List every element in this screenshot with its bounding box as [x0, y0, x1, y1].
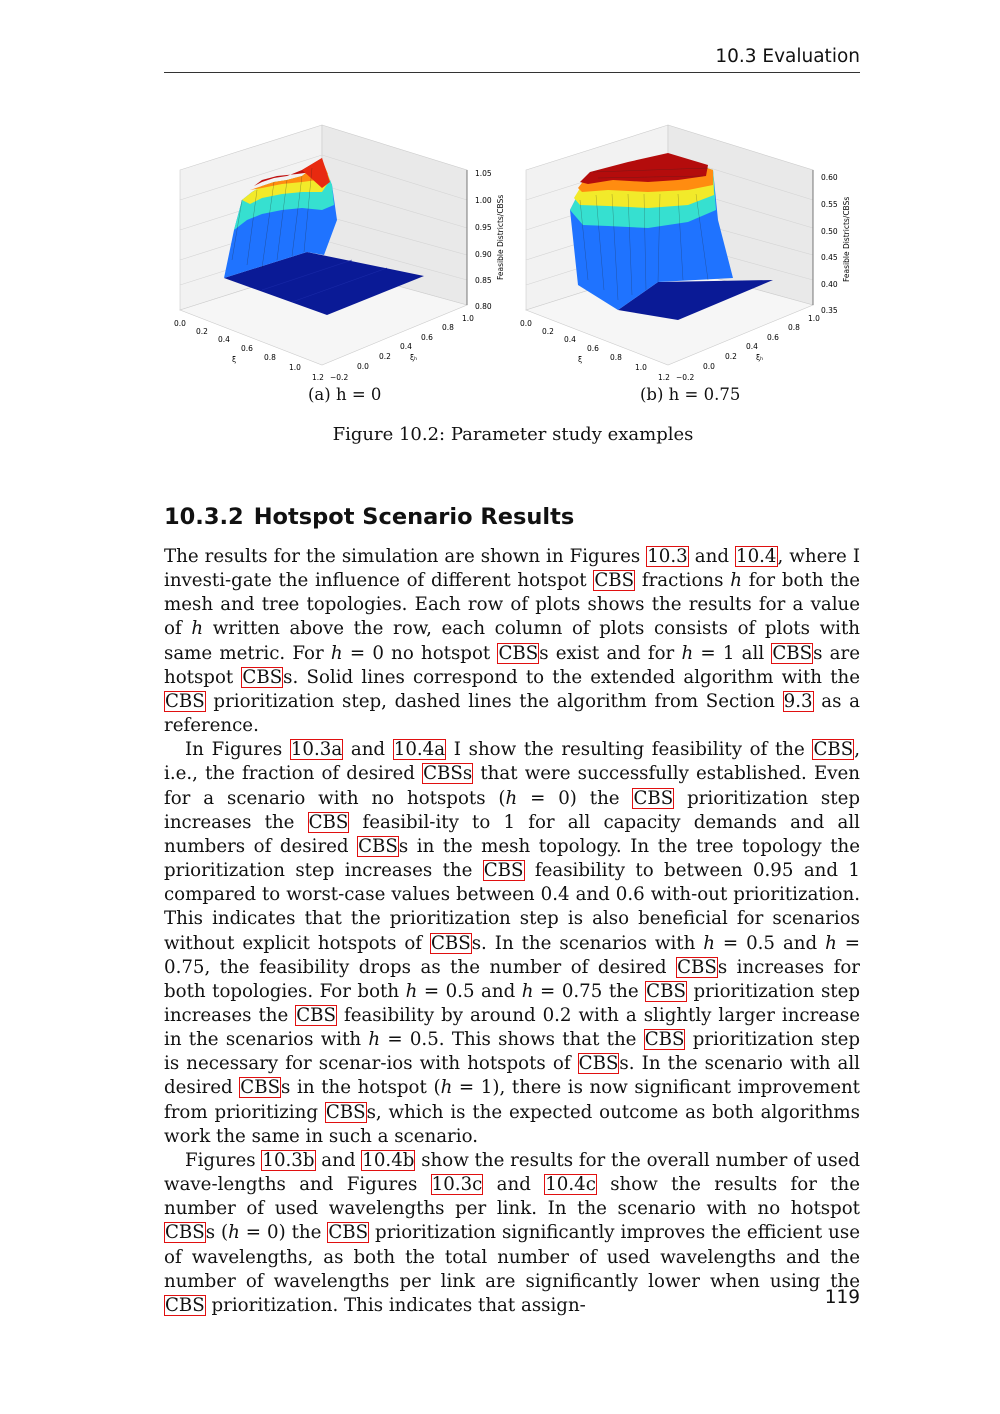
- page-number: 119: [824, 1287, 860, 1308]
- z-tick-label: 0.95: [475, 223, 492, 232]
- acronym-link[interactable]: CBS: [578, 1053, 619, 1075]
- acronym-link[interactable]: CBS: [165, 1222, 205, 1244]
- acronym-link[interactable]: CBS: [296, 1004, 336, 1026]
- z-tick-label: 0.90: [475, 250, 492, 259]
- z-axis-a: [467, 169, 505, 311]
- x-tick-label: 0.2: [542, 327, 554, 336]
- y-tick-label: 0.8: [788, 323, 800, 332]
- section-link[interactable]: 9.3: [783, 690, 813, 712]
- acronym-link[interactable]: CBS: [594, 570, 635, 592]
- x-axis-label: ξ: [578, 355, 583, 364]
- x-tick-label: 0.2: [196, 327, 208, 336]
- z-tick-label: 0.45: [821, 253, 838, 262]
- x-tick-label: 0.0: [520, 319, 532, 328]
- y-tick-label: 1.0: [808, 314, 820, 323]
- x-tick-label: 0.8: [264, 353, 276, 362]
- acronym-link[interactable]: CBS: [430, 932, 471, 954]
- acronym-link[interactable]: CBS: [358, 835, 398, 857]
- y-tick-label: 0.6: [421, 333, 433, 342]
- acronym-link[interactable]: CBS: [165, 690, 205, 712]
- z-tick-label: 0.60: [821, 173, 838, 182]
- acronym-link[interactable]: CBS: [308, 811, 349, 833]
- z-axis-label: Feasible Districts/CBSs: [496, 194, 505, 280]
- paragraph: The results for the simulation are shown in Figures 10.3 and 10.4, where I investi-gate the influence of different hotspot CBS fractions h for both the mesh and tree topologies. Each row of plots shows the results for a value of h written above the row, each column of plots consists of plots with same metric. For h = 0 no hotspot CBSs exist and for h = 1 all CBSs are hotspot CBSs. Solid lines correspond to the extended algorithm with the CBS prioritization step, dashed lines the algorithm from Section 9.3 as a reference.: [164, 546, 861, 737]
- z-tick-label: 0.55: [821, 200, 838, 209]
- x-tick-label: 1.2: [658, 373, 670, 382]
- acronym-link[interactable]: CBS: [677, 956, 717, 978]
- acronym-link[interactable]: CBSs: [423, 763, 473, 785]
- figure-link[interactable]: 10.3b: [262, 1149, 315, 1171]
- acronym-link[interactable]: CBS: [328, 1222, 369, 1244]
- figure-link[interactable]: 10.4b: [362, 1149, 415, 1171]
- z-axis-label: Feasible Districts/CBSs: [842, 196, 851, 282]
- x-tick-label: 0.0: [174, 319, 186, 328]
- x-axis-label: ξ: [232, 355, 237, 364]
- z-tick-label: 0.50: [821, 227, 838, 236]
- x-tick-label: 0.4: [564, 335, 576, 344]
- y-tick-label: 0.6: [767, 333, 779, 342]
- figure-link[interactable]: 10.3: [647, 546, 688, 567]
- paragraph: Figures 10.3b and 10.4b show the results for the overall number of used wave-lengths and Figures 10.3c and 10.4c show the results for the number of used wavelengths per link. In the scenario with no hotspot CBSs (h = 0) the CBS prioritization significantly improves the efficient use of wavelengths, as both the total number of used wavelengths and the number of wavelengths per link are significantly lower when using the CBS prioritization. This indicates that assign-: [164, 1149, 860, 1316]
- figure-link[interactable]: 10.3a: [290, 739, 343, 761]
- figure-caption: Figure 10.2: Parameter study examples: [332, 424, 694, 445]
- section-title: Hotspot Scenario Results: [253, 504, 575, 530]
- z-tick-label: 0.85: [475, 276, 492, 285]
- figure-link[interactable]: 10.4: [736, 546, 777, 567]
- y-tick-label: −0.2: [330, 373, 349, 382]
- surface-plot-a: [162, 110, 518, 410]
- z-axis-b: [813, 170, 851, 315]
- x-tick-label: 0.6: [587, 344, 599, 353]
- y-tick-label: 0.4: [746, 342, 758, 351]
- acronym-link[interactable]: CBS: [240, 1077, 281, 1099]
- figure-link[interactable]: 10.4c: [545, 1174, 596, 1196]
- x-tick-label: 1.0: [635, 363, 647, 372]
- y-axis-label: ξₕ: [410, 353, 418, 362]
- surface-plot-b: [508, 110, 864, 410]
- y-tick-label: 0.4: [400, 342, 412, 351]
- y-tick-label: 0.2: [379, 352, 391, 361]
- y-tick-label: −0.2: [676, 373, 695, 382]
- z-tick-label: 0.35: [821, 306, 838, 315]
- subfigure-caption-b: (b) h = 0.75: [640, 385, 741, 404]
- z-tick-label: 1.05: [475, 169, 492, 178]
- body-text: [164, 545, 860, 1318]
- acronym-link[interactable]: CBS: [498, 642, 539, 664]
- y-tick-label: 0.2: [725, 352, 737, 361]
- z-tick-label: 1.00: [475, 196, 492, 205]
- acronym-link[interactable]: CBS: [646, 980, 686, 1002]
- acronym-link[interactable]: CBS: [813, 739, 854, 761]
- acronym-link[interactable]: CBS: [772, 642, 813, 664]
- acronym-link[interactable]: CBS: [242, 666, 283, 688]
- y-tick-label: 0.8: [442, 323, 454, 332]
- x-tick-label: 0.4: [218, 335, 230, 344]
- x-tick-label: 0.8: [610, 353, 622, 362]
- section-heading: [164, 504, 574, 530]
- running-header: 10.3 Evaluation: [715, 46, 860, 67]
- section-number: 10.3.2: [164, 504, 244, 530]
- paragraph: In Figures 10.3a and 10.4a I show the resulting feasibility of the CBS, i.e., the fraction of desired CBSs that were successfully established. Even for a scenario with no hotspots (h = 0) the CBS prioritization step increases the CBS feasibil-ity to 1 for all capacity demands and all numbers of desired CBSs in the mesh topology. In the tree topology the prioritization step increases the CBS feasibility to between 0.95 and 1 compared to worst-case values between 0.4 and 0.6 with-out prioritization. This indicates that the prioritization step is also beneficial for scenarios without explicit hotspots of CBSs. In the scenarios with h = 0.5 and h = 0.75, the feasibility drops as the number of desired CBSs increases for both topologies. For both h = 0.5 and h = 0.75 the CBS prioritization step increases the CBS feasibility by around 0.2 with a slightly larger increase in the scenarios with h = 0.5. This shows that the CBS prioritization step is necessary for scenar-ios with hotspots of CBSs. In the scenario with all desired CBSs in the hotspot (h = 1), there is now significant improvement from prioritizing CBSs, which is the expected outcome as both algorithms work the same in such a scenario.: [164, 739, 861, 1147]
- y-tick-label: 0.0: [703, 362, 715, 371]
- y-axis-label: ξₕ: [756, 353, 764, 362]
- acronym-link[interactable]: CBS: [483, 860, 524, 882]
- z-tick-label: 0.40: [821, 280, 838, 289]
- acronym-link[interactable]: CBS: [325, 1101, 366, 1123]
- x-tick-label: 1.0: [289, 363, 301, 372]
- acronym-link[interactable]: CBS: [165, 1294, 205, 1316]
- figure-link[interactable]: 10.4a: [393, 739, 446, 761]
- z-tick-label: 0.80: [475, 302, 492, 311]
- header-rule: [164, 72, 860, 73]
- y-tick-label: 0.0: [357, 362, 369, 371]
- figure-link[interactable]: 10.3c: [431, 1174, 483, 1196]
- acronym-link[interactable]: CBS: [644, 1029, 685, 1051]
- x-tick-label: 1.2: [312, 373, 324, 382]
- acronym-link[interactable]: CBS: [633, 787, 674, 809]
- x-tick-label: 0.6: [241, 344, 253, 353]
- y-tick-label: 1.0: [462, 314, 474, 323]
- subfigure-caption-a: (a) h = 0: [308, 385, 382, 404]
